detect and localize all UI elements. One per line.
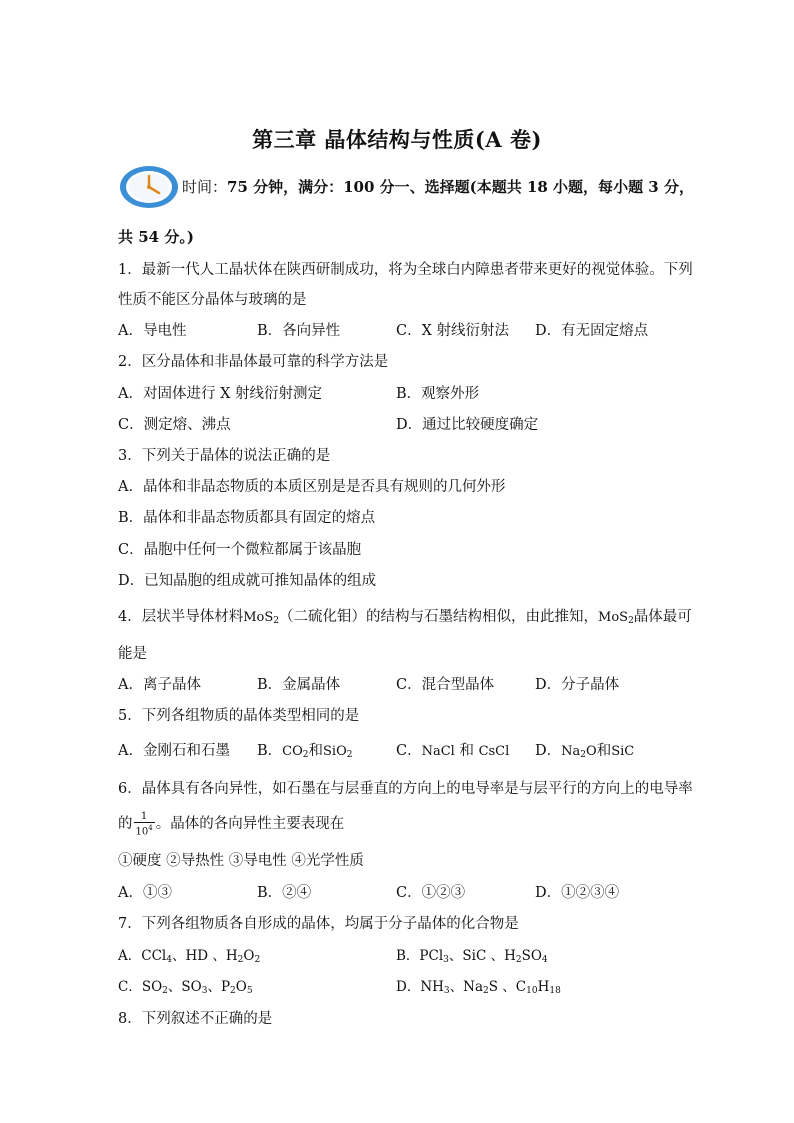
formula-text: D．NH [396, 979, 444, 995]
q5-option-a: A．金刚石和石墨 [118, 743, 230, 759]
formula-text: O [243, 948, 255, 964]
formula-text: O [586, 744, 597, 759]
q3-option-a: A．晶体和非晶态物质的本质区别是是否具有规则的几何外形 [118, 479, 506, 495]
q6-stem-part: 。晶体的各向异性主要表现在 [155, 816, 345, 833]
q3-option-b: B．晶体和非晶态物质都具有固定的熔点 [118, 510, 376, 526]
formula-sub: 2 [273, 616, 280, 626]
q7-option-c [118, 977, 253, 1001]
formula-text: S 、C [488, 979, 527, 995]
option-letter: B． [257, 743, 283, 759]
formula-sub: 5 [246, 986, 253, 996]
formula-sub: 2 [580, 750, 587, 760]
formula-sub: 2 [162, 986, 168, 996]
q4-stem-2: 能是 [118, 646, 147, 662]
conjunction: 和 [454, 743, 479, 759]
q6-option-a: A．①③ [118, 885, 172, 901]
fraction-exponent: 4 [148, 824, 153, 832]
q3-option-d: D．已知晶胞的组成就可推知晶体的组成 [118, 573, 377, 589]
formula-text: SO [521, 948, 542, 964]
q5-option-c [396, 741, 509, 762]
formula [282, 744, 308, 759]
q4-stem-1 [118, 607, 692, 631]
formula-sub: 10 [526, 986, 538, 996]
formula-text: 、SO [167, 979, 202, 995]
q1-stem-2: 性质不能区分晶体与玻璃的是 [118, 292, 307, 308]
q3-stem: 3．下列关于晶体的说法正确的是 [118, 448, 331, 464]
formula: NaCl [421, 744, 455, 759]
q1-option-a: A．导电性 [118, 323, 187, 339]
q6-stem-part: 的 [118, 816, 133, 833]
formula-sub: 2 [230, 986, 236, 996]
q2-option-d: D．通过比较硬度确定 [396, 417, 539, 433]
q4-stem-part: （二硫化钼）的结构与石墨结构相似，由此推知， [279, 609, 599, 625]
option-letter: D． [535, 743, 562, 759]
q1-option-c: C．X 射线衍射法 [396, 323, 510, 339]
fraction-denominator [134, 823, 155, 837]
formula-text: SiO [323, 744, 347, 759]
formula-sub: 4 [166, 955, 172, 965]
formula-sub: 2 [254, 955, 261, 965]
q1-option-d: D．有无固定熔点 [535, 323, 649, 339]
formula-sub: 18 [549, 986, 561, 996]
q7-option-b [396, 946, 548, 970]
page-title: 第三章 晶体结构与性质(A 卷) [252, 127, 542, 152]
formula-sub: 3 [201, 986, 208, 996]
formula-text: MoS [243, 610, 274, 625]
formula-text: 、SiC 、H [448, 948, 516, 964]
exam-info [182, 176, 694, 197]
clock-icon [118, 164, 180, 210]
formula [323, 744, 352, 759]
q1-option-b: B．各向异性 [257, 323, 341, 339]
formula-text: O [235, 979, 247, 995]
formula-text: A．CCl [118, 948, 167, 964]
q5-option-b [257, 741, 352, 765]
conjunction: 和 [308, 743, 323, 759]
q4-stem-part: 晶体最可 [633, 609, 692, 625]
formula-text: 、Na [449, 979, 484, 995]
formula-sub: 2 [346, 750, 353, 760]
q4-option-b: B．金属晶体 [257, 677, 341, 693]
q2-option-a: A．对固体进行 X 射线衍射测定 [118, 386, 323, 402]
time-label: 时间： [182, 178, 228, 196]
q7-option-a [118, 946, 260, 970]
q6-properties: ①硬度 ②导热性 ③导电性 ④光学性质 [118, 853, 364, 869]
conjunction: 和 [596, 743, 612, 759]
q8-stem: 8．下列叙述不正确的是 [118, 1011, 273, 1027]
exam-info-text: 75 分钟，满分：100 分一、选择题(本题共 18 小题，每小题 3 分， [227, 178, 694, 196]
formula-sub: 2 [237, 955, 244, 965]
formula-text: CO [282, 744, 303, 759]
exam-info-cont: 共 54 分。) [118, 228, 194, 246]
formula: SiC [611, 744, 635, 759]
q4-option-a: A．离子晶体 [118, 677, 201, 693]
formula-sub: 2 [302, 750, 309, 760]
formula-text: MoS [598, 610, 629, 625]
formula-text: B．PCl [396, 948, 444, 964]
fraction [134, 811, 155, 837]
formula-mos2 [243, 610, 279, 625]
q6-option-c: C．①②③ [396, 885, 466, 901]
q2-stem: 2．区分晶体和非晶体最可靠的科学方法是 [118, 354, 389, 370]
formula-text: 、P [207, 979, 231, 995]
q2-option-c: C．测定熔、沸点 [118, 417, 231, 433]
formula-text: C．SO [118, 979, 163, 995]
formula-sub: 2 [515, 955, 522, 965]
q2-option-b: B．观察外形 [396, 386, 480, 402]
q7-option-d [396, 977, 561, 1001]
q5-option-d [535, 741, 634, 765]
q6-stem-1: 6．晶体具有各向异性，如石墨在与层垂直的方向上的电导率是与层平行的方向上的电导率 [118, 781, 693, 797]
q4-option-d: D．分子晶体 [535, 677, 620, 693]
q6-option-d: D．①②③④ [535, 885, 620, 901]
formula-text: H [537, 979, 550, 995]
formula [561, 744, 597, 759]
fraction-numerator: 1 [134, 811, 155, 823]
q4-option-c: C．混合型晶体 [396, 677, 495, 693]
formula-text: 、HD 、H [171, 948, 238, 964]
formula-mos2 [598, 610, 634, 625]
option-letter: C． [396, 743, 422, 759]
formula-sub: 2 [483, 986, 489, 996]
q4-stem-part: 4．层状半导体材料 [118, 609, 244, 625]
q1-stem-1: 1．最新一代人工晶状体在陕西研制成功，将为全球白内障患者带来更好的视觉体验。下列 [118, 262, 693, 278]
q5-stem: 5．下列各组物质的晶体类型相同的是 [118, 708, 360, 724]
fraction-base: 10 [135, 826, 149, 838]
formula-sub: 3 [443, 986, 450, 996]
q6-option-b: B．②④ [257, 885, 312, 901]
q3-option-c: C．晶胞中任何一个微粒都属于该晶胞 [118, 542, 362, 558]
formula-text: Na [561, 744, 581, 759]
formula-sub: 2 [628, 616, 634, 626]
formula-sub: 4 [541, 955, 548, 965]
q7-stem: 7．下列各组物质各自形成的晶体，均属于分子晶体的化合物是 [118, 916, 519, 932]
formula-sub: 3 [443, 955, 449, 965]
q6-stem-2 [118, 811, 344, 837]
formula: CsCl [478, 744, 510, 759]
